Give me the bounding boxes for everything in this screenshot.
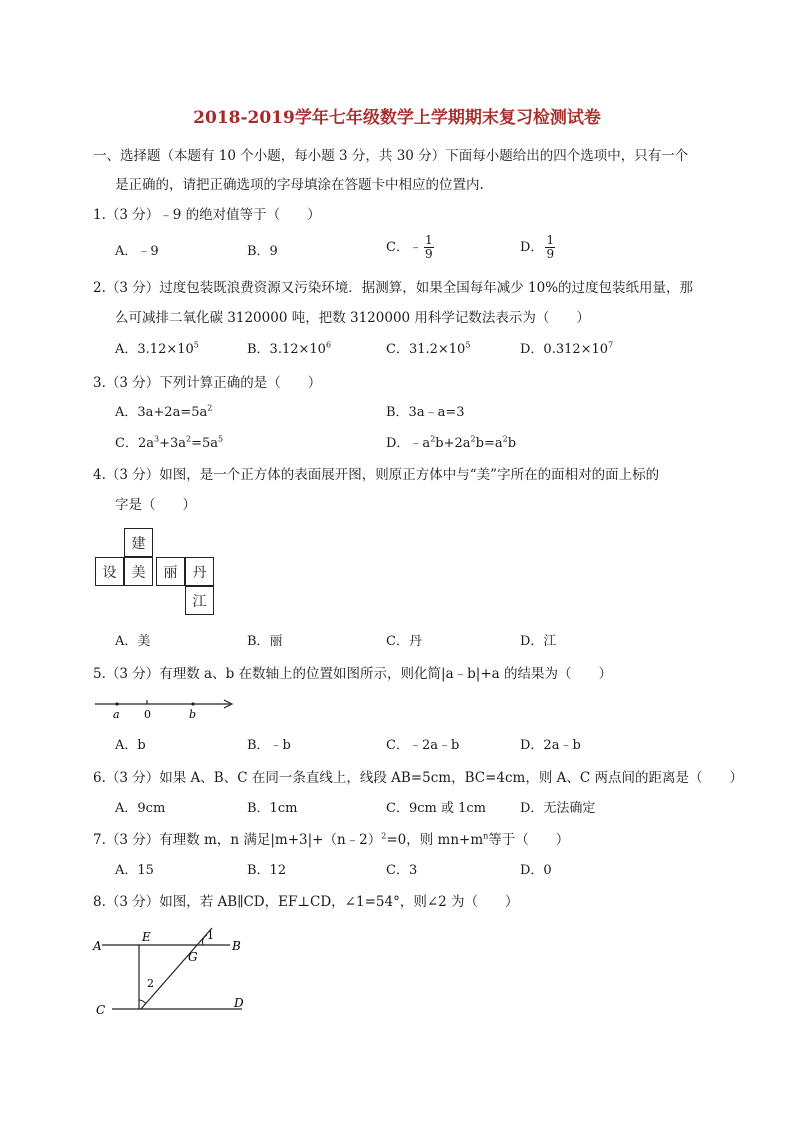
- q3-option-a-exponent: 2: [207, 403, 213, 413]
- q3-option-b: B．3a﹣a=3: [386, 405, 465, 420]
- q7-option-a: A．15: [115, 863, 154, 878]
- parallel-lines-figure: [90, 918, 260, 1018]
- net-cell-dan: 丹: [185, 557, 214, 586]
- q1-option-d-fraction: [545, 234, 555, 261]
- q8-stem: 8.（3 分）如图，若 AB∥CD，EF⊥CD，∠1=54°，则∠2 为（ ）: [93, 894, 519, 910]
- q2-option-a: [115, 341, 199, 359]
- q2-option-a-base: A．3.12×10: [115, 342, 194, 357]
- net-cell-she: 设: [95, 557, 124, 586]
- point-a-dot: [115, 702, 118, 705]
- q1-option-d-prefix: D．: [520, 240, 544, 255]
- q2-option-c: [386, 341, 470, 359]
- label-a: A: [93, 939, 102, 953]
- q4-option-d: D．江: [520, 634, 557, 649]
- q1-stem: 1.（3 分）﹣9 的绝对值等于（ ）: [93, 207, 321, 223]
- q1-option-c-prefix: C．﹣: [386, 240, 422, 255]
- q6-option-c: C．9cm 或 1cm: [386, 801, 486, 816]
- q3-d-part2: b+2a: [435, 436, 471, 451]
- label-angle-2: 2: [147, 977, 154, 990]
- q1-option-c-numerator: 1: [424, 233, 433, 247]
- q3-c-part3: =5a: [191, 436, 218, 451]
- angle-2-arc: [139, 1000, 146, 1004]
- section-instructions-line2: 是正确的，请把正确选项的字母填涂在答题卡中相应的位置内.: [115, 177, 484, 193]
- q3-c-exp1: 3: [153, 434, 160, 444]
- q1-option-d-denominator: 9: [546, 247, 555, 261]
- q2-option-c-base: C．31.2×10: [386, 342, 466, 357]
- q3-c-exp2: 2: [185, 434, 192, 444]
- q3-d-exp3: 2: [502, 434, 508, 444]
- q7-stem-part3: 等于（ ）: [488, 832, 570, 848]
- transversal-line: [141, 928, 212, 1009]
- label-g: G: [188, 950, 198, 964]
- q7-stem: [93, 830, 569, 850]
- net-cell-jiang: 江: [185, 586, 214, 615]
- q3-option-c: [115, 435, 223, 453]
- q1-option-c-fraction: [424, 234, 434, 261]
- q3-stem: 3.（3 分）下列计算正确的是（ ）: [93, 375, 322, 391]
- q3-c-part2: +3a: [159, 436, 186, 451]
- q3-c-exp3: 5: [218, 434, 224, 444]
- q6-option-a: A．9cm: [115, 801, 166, 816]
- section-instructions-line1: 一、选择题（本题有 10 个小题，每小题 3 分，共 30 分）下面每小题给出的四个选项中，只有一个: [93, 148, 689, 164]
- q2-option-b-base: B．3.12×10: [247, 342, 326, 357]
- q3-d-exp1: 2: [430, 434, 436, 444]
- q7-stem-part2: =0，则 mn+m: [386, 832, 484, 848]
- q6-option-b: B．1cm: [247, 801, 298, 816]
- q1-option-d-numerator: 1: [546, 233, 555, 247]
- q2-option-b: [247, 341, 331, 359]
- label-c: C: [96, 1003, 106, 1017]
- axis-label-zero: 0: [144, 708, 151, 721]
- q4-stem-line1: 4.（3 分）如图，是一个正方体的表面展开图，则原正方体中与“美”字所在的面相对的面上标的: [93, 467, 660, 483]
- q7-stem-exp1: 2: [381, 831, 387, 841]
- q6-option-d: D．无法确定: [520, 801, 596, 816]
- q1-option-a: A．﹣9: [115, 244, 159, 259]
- q2-option-c-exponent: 5: [465, 340, 471, 350]
- q3-d-part1: D．﹣a: [386, 436, 431, 451]
- q3-option-d: [386, 435, 516, 453]
- q3-d-exp2: 2: [470, 434, 476, 444]
- q3-d-part3: b=a: [475, 436, 503, 451]
- q1-option-b: B．9: [247, 244, 278, 259]
- q3-option-a-text: A．3a+2a=5a: [115, 405, 208, 420]
- net-cell-li: 丽: [156, 557, 185, 586]
- q7-option-d: D．0: [520, 863, 552, 878]
- axis-label-a: a: [113, 708, 120, 721]
- q1-option-c-denominator: 9: [424, 247, 433, 261]
- q5-option-a: A．b: [115, 738, 146, 753]
- label-angle-1: 1: [207, 929, 214, 942]
- q7-stem-part1: 7.（3 分）有理数 m，n 满足|m+3|+（n﹣2）: [93, 832, 382, 848]
- q4-option-c: C．丹: [386, 634, 422, 649]
- label-d: D: [234, 996, 244, 1010]
- q2-option-d: [520, 341, 613, 359]
- q2-option-d-base: D．0.312×10: [520, 342, 609, 357]
- label-b: B: [232, 939, 241, 953]
- q7-option-b: B．12: [247, 863, 287, 878]
- axis-label-b: b: [189, 708, 197, 721]
- q5-option-b: B．﹣b: [247, 738, 291, 753]
- number-line-figure: [90, 690, 240, 722]
- q2-stem-line1: 2.（3 分）过度包装既浪费资源又污染环境．据测算，如果全国每年减少 10%的过度包装纸用量，那: [93, 280, 694, 296]
- q2-stem-line2: 么可减排二氧化碳 3120000 吨，把数 3120000 用科学记数法表示为（ ）: [115, 310, 590, 326]
- q2-option-a-exponent: 5: [193, 340, 199, 350]
- q2-option-d-exponent: 7: [608, 340, 614, 350]
- net-cell-mei: 美: [124, 557, 153, 586]
- q3-c-part1: C．2a: [115, 436, 154, 451]
- q3-d-part4: b: [507, 436, 517, 451]
- q5-option-c: C．﹣2a﹣b: [386, 738, 460, 753]
- net-cell-jian: 建: [124, 528, 153, 557]
- q7-option-c: C．3: [386, 863, 418, 878]
- q2-option-b-exponent: 6: [325, 340, 332, 350]
- q6-stem: 6.（3 分）如果 A、B、C 在同一条直线上，线段 AB=5cm，BC=4cm，则 A、C 两点间的距离是（ ）: [93, 770, 743, 786]
- point-b-dot: [191, 702, 194, 705]
- q1-option-d: [520, 234, 555, 261]
- q1-option-c: [386, 234, 434, 261]
- label-e: E: [142, 930, 151, 944]
- q3-option-a: [115, 404, 212, 422]
- q4-option-a: A．美: [115, 634, 151, 649]
- q4-option-b: B．丽: [247, 634, 283, 649]
- q4-stem-line2: 字是（ ）: [115, 497, 196, 513]
- q7-stem-exp2: n: [483, 831, 489, 841]
- page-title: 2018-2019学年七年级数学上学期期末复习检测试卷: [193, 108, 601, 128]
- q5-stem: 5.（3 分）有理数 a、b 在数轴上的位置如图所示，则化简|a﹣b|+a 的结果为（ ）: [93, 666, 612, 682]
- q5-option-d: D．2a﹣b: [520, 738, 581, 753]
